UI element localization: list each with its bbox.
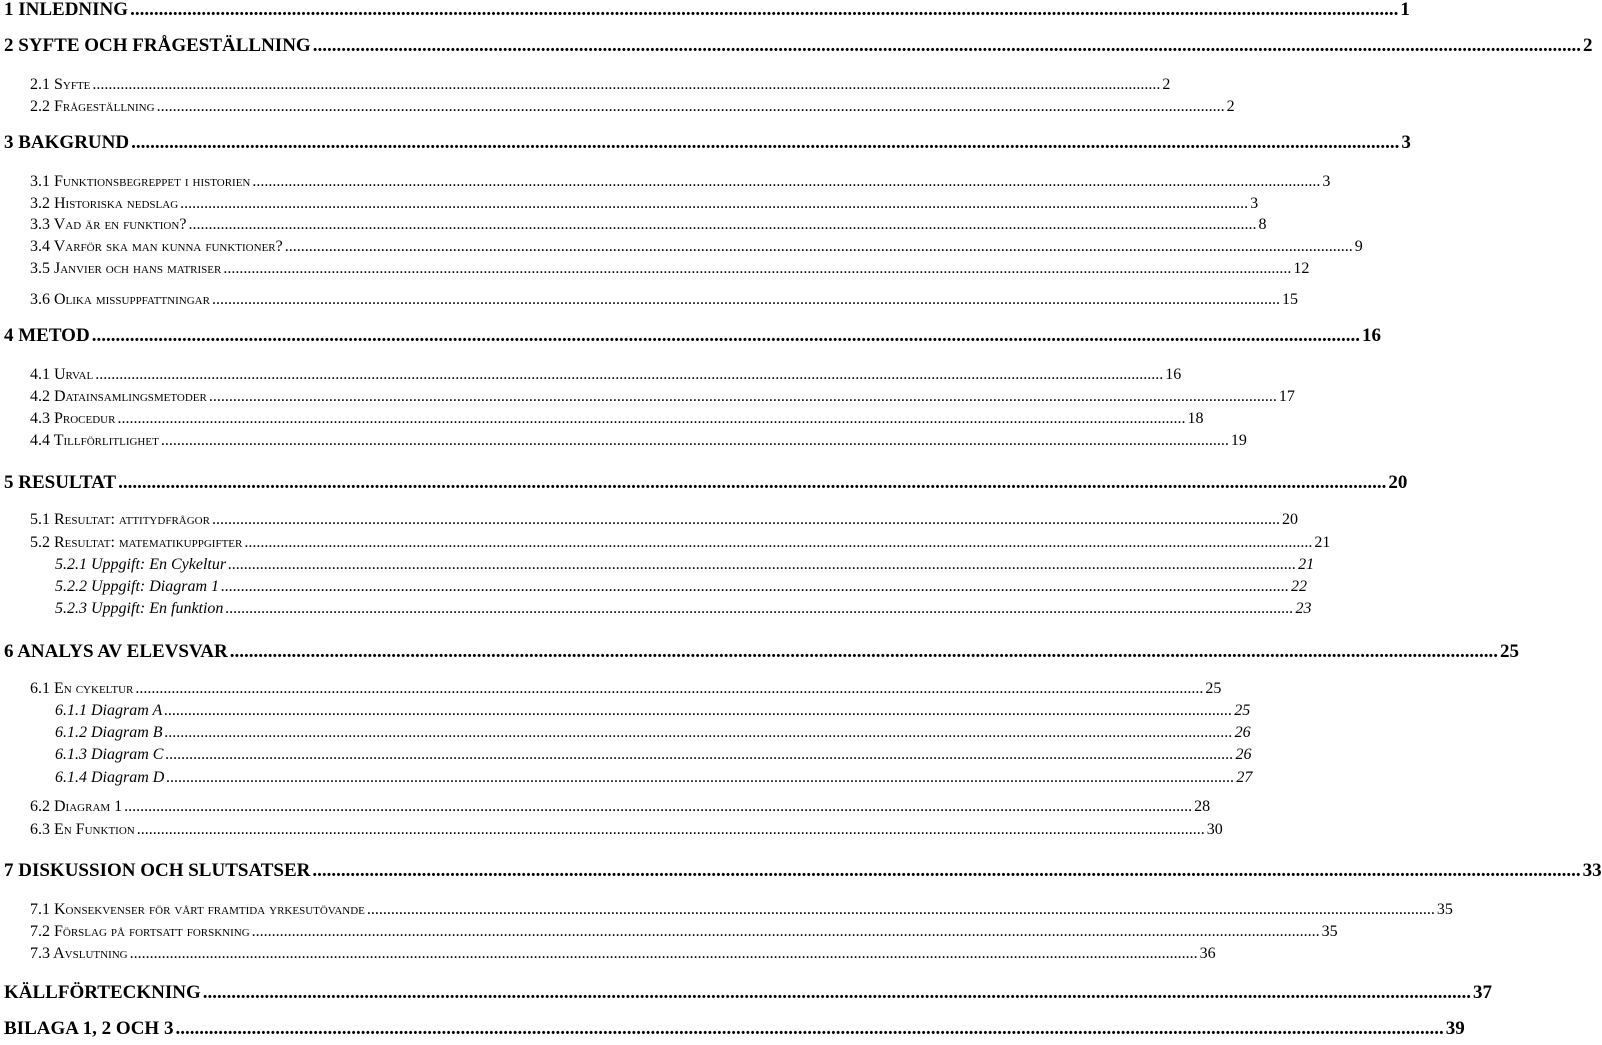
dot-leader	[130, 946, 1198, 962]
toc-entry-page-number: 33	[1582, 860, 1602, 881]
toc-entry-level-2[interactable]	[0, 680, 1222, 697]
toc-entry-page-number: 9	[1354, 238, 1363, 255]
toc-entry-title	[30, 946, 128, 962]
toc-entry-number: 4	[4, 325, 14, 346]
toc-entry-number: 4.2	[30, 388, 50, 405]
toc-entry-title	[30, 799, 122, 815]
toc-entry-text: Förslag på fortsatt forskning	[54, 923, 250, 940]
toc-entry-level-1[interactable]	[0, 982, 1492, 1003]
toc-entry-level-1[interactable]	[0, 472, 1408, 493]
toc-entry-text: INLEDNING	[18, 0, 129, 20]
toc-entry-level-2[interactable]	[0, 195, 1259, 212]
toc-entry-title	[55, 557, 226, 573]
toc-entry-title	[30, 411, 115, 427]
toc-entry-level-2[interactable]	[0, 260, 1310, 277]
dot-leader	[225, 601, 1293, 617]
toc-entry-title	[55, 770, 164, 786]
toc-entry-level-2[interactable]	[0, 945, 1216, 962]
toc-entry-number: 6.1.4	[55, 769, 87, 786]
dot-leader	[285, 239, 1353, 255]
toc-entry-level-2[interactable]	[0, 821, 1223, 838]
toc-entry-number: 5.1	[30, 511, 50, 528]
toc-entry-level-1[interactable]	[0, 35, 1593, 56]
toc-entry-page-number: 26	[1235, 746, 1252, 763]
toc-entry-title	[4, 0, 128, 19]
toc-entry-title	[30, 217, 186, 233]
toc-entry-text: En Funktion	[54, 821, 135, 838]
toc-entry-level-2[interactable]	[0, 216, 1267, 233]
toc-entry-number: 7.3	[30, 945, 50, 962]
toc-entry-text: Procedur	[54, 410, 116, 427]
toc-entry-number: 4.4	[30, 432, 50, 449]
dot-leader	[228, 557, 1296, 573]
toc-entry-level-2[interactable]	[0, 534, 1331, 551]
toc-entry-title	[30, 389, 207, 405]
toc-entry-page-number: 25	[1205, 680, 1222, 697]
toc-entry-page-number: 8	[1258, 216, 1267, 233]
dot-leader	[230, 642, 1498, 661]
dot-leader	[166, 770, 1234, 786]
dot-leader	[165, 725, 1233, 741]
toc-entry-number: 5.2.1	[55, 556, 87, 573]
toc-entry-level-1[interactable]	[0, 325, 1381, 346]
toc-entry-title	[55, 579, 219, 595]
toc-entry-text: KÄLLFÖRTECKNING	[4, 982, 201, 1003]
toc-entry-level-1[interactable]	[0, 641, 1519, 662]
toc-entry-title	[55, 747, 163, 763]
toc-entry-level-2[interactable]	[0, 238, 1363, 255]
toc-entry-page-number: 2	[1582, 35, 1593, 56]
toc-entry-page-number: 22	[1291, 578, 1307, 595]
toc-entry-number: 2.2	[30, 98, 50, 115]
toc-entry-title	[30, 261, 221, 277]
toc-entry-number: 3.4	[30, 238, 50, 255]
toc-entry-text: Olika missuppfattningar	[54, 291, 210, 308]
toc-entry-title	[4, 133, 129, 152]
dot-leader	[188, 217, 1256, 233]
toc-entry-page-number: 30	[1206, 821, 1223, 838]
toc-entry-level-3[interactable]	[0, 724, 1251, 741]
toc-entry-text: Varför ska man kunna funktioner?	[53, 238, 283, 255]
toc-entry-text: Diagram B	[91, 724, 163, 741]
toc-entry-page-number: 2	[1162, 76, 1171, 93]
toc-entry-text: Historiska nedslag	[54, 195, 179, 212]
toc-entry-page-number: 3	[1250, 195, 1259, 212]
dot-leader	[252, 924, 1320, 940]
toc-entry-number: 5.2.3	[55, 600, 87, 617]
dot-leader	[135, 681, 1203, 697]
toc-entry-level-2[interactable]	[0, 410, 1204, 427]
toc-entry-page-number: 25	[1234, 702, 1251, 719]
dot-leader	[164, 703, 1232, 719]
toc-entry-text: ANALYS AV ELEVSVAR	[17, 641, 228, 662]
toc-entry-title	[30, 535, 242, 551]
toc-entry-page-number: 35	[1321, 923, 1338, 940]
dot-leader	[92, 326, 1360, 345]
toc-entry-page-number: 26	[1234, 724, 1251, 741]
dot-leader	[313, 36, 1581, 55]
toc-entry-title	[30, 924, 250, 940]
toc-entry-text: DISKUSSION OCH SLUTSATSER	[18, 860, 311, 881]
toc-entry-page-number: 16	[1361, 325, 1381, 346]
toc-entry-level-3[interactable]	[0, 556, 1315, 573]
dot-leader	[223, 261, 1291, 277]
dot-leader	[175, 1019, 1443, 1038]
toc-entry-level-2[interactable]	[0, 798, 1211, 815]
toc-entry-page-number: 28	[1194, 798, 1211, 815]
toc-entry-title	[30, 367, 93, 383]
toc-entry-level-1[interactable]	[0, 0, 1410, 20]
toc-entry-page-number: 1	[1400, 0, 1410, 20]
toc-entry-text: Diagram C	[91, 746, 164, 763]
toc-entry-text: BAKGRUND	[18, 132, 130, 153]
toc-entry-page-number: 21	[1314, 534, 1331, 551]
toc-entry-level-3[interactable]	[0, 746, 1252, 763]
toc-entry-level-1[interactable]	[0, 1018, 1465, 1039]
toc-entry-number: 6.1.2	[55, 724, 87, 741]
toc-entry-text: Syfte	[54, 76, 91, 93]
toc-entry-level-3[interactable]	[0, 702, 1251, 719]
toc-entry-page-number: 15	[1281, 291, 1298, 308]
toc-entry-level-2[interactable]	[0, 923, 1338, 940]
toc-entry-page-number: 20	[1281, 511, 1298, 528]
dot-leader	[118, 473, 1386, 492]
toc-entry-number: 6.3	[30, 821, 50, 838]
toc-entry-title	[30, 174, 250, 190]
toc-entry-number: 6.2	[30, 798, 50, 815]
toc-entry-text: Janvier och hans matriser	[54, 260, 222, 277]
toc-entry-number: 5	[4, 472, 14, 493]
toc-entry-page-number: 36	[1199, 945, 1216, 962]
toc-entry-title	[30, 512, 210, 528]
toc-entry-number: 3.1	[30, 173, 50, 190]
toc-entry-number: 3	[4, 132, 14, 153]
toc-entry-title	[30, 292, 210, 308]
toc-entry-page-number: 2	[1226, 98, 1235, 115]
dot-leader	[131, 133, 1399, 152]
toc-entry-text: Uppgift: En Cykeltur	[91, 556, 227, 573]
toc-entry-text: BILAGA 1, 2 OCH 3	[4, 1018, 174, 1039]
toc-entry-level-2[interactable]	[0, 432, 1247, 449]
toc-entry-number: 3.2	[30, 195, 50, 212]
toc-entry-page-number: 21	[1298, 556, 1315, 573]
toc-entry-text: Konsekvenser för vårt framtida yrkesutövande	[54, 901, 365, 918]
toc-entry-page-number: 35	[1436, 901, 1453, 918]
toc-entry-number: 3.6	[30, 291, 50, 308]
toc-entry-page-number: 17	[1278, 388, 1295, 405]
dot-leader	[212, 292, 1280, 308]
toc-entry-number: 7.1	[30, 901, 50, 918]
toc-entry-text: Diagram D	[91, 769, 165, 786]
toc-entry-page-number: 19	[1230, 432, 1247, 449]
toc-entry-text: Uppgift: Diagram 1	[91, 578, 219, 595]
toc-entry-number: 3.5	[30, 260, 50, 277]
toc-entry-text: Avslutning	[53, 945, 128, 962]
toc-entry-text: Datainsamlingsmetoder	[54, 388, 207, 405]
toc-entry-title	[55, 703, 162, 719]
dot-leader	[165, 747, 1233, 763]
toc-entry-level-2[interactable]	[0, 901, 1453, 918]
toc-entry-level-3[interactable]	[0, 600, 1312, 617]
dot-leader	[161, 433, 1229, 449]
toc-entry-page-number: 20	[1388, 472, 1408, 493]
toc-entry-text: Vad är en funktion?	[53, 216, 187, 233]
toc-entry-title	[4, 473, 116, 492]
dot-leader	[180, 196, 1248, 212]
toc-entry-level-2[interactable]	[0, 511, 1298, 528]
toc-entry-number: 6.1	[30, 680, 50, 697]
toc-entry-title	[55, 601, 223, 617]
toc-entry-number: 6	[4, 641, 14, 662]
toc-entry-title	[30, 433, 159, 449]
dot-leader	[244, 535, 1312, 551]
toc-entry-text: Resultat: matematikuppgifter	[54, 534, 243, 551]
toc-entry-number: 4.3	[30, 410, 50, 427]
toc-entry-page-number: 27	[1236, 769, 1253, 786]
dot-leader	[252, 174, 1320, 190]
toc-entry-page-number: 18	[1187, 410, 1204, 427]
dot-leader	[92, 77, 1160, 93]
dot-leader	[212, 512, 1280, 528]
dot-leader	[130, 0, 1398, 19]
dot-leader	[157, 99, 1225, 115]
toc-entry-title	[4, 983, 201, 1002]
toc-entry-level-2[interactable]	[0, 291, 1298, 308]
toc-entry-text: RESULTAT	[18, 472, 117, 493]
dot-leader	[117, 411, 1185, 427]
toc-entry-level-2[interactable]	[0, 98, 1235, 115]
toc-entry-title	[4, 36, 311, 55]
toc-entry-title	[4, 861, 310, 880]
dot-leader	[312, 861, 1580, 880]
toc-entry-number: 5.2.2	[55, 578, 87, 595]
toc-entry-text: En cykeltur	[54, 680, 134, 697]
toc-entry-text: Diagram A	[91, 702, 163, 719]
dot-leader	[203, 983, 1471, 1002]
dot-leader	[137, 822, 1205, 838]
toc-entry-number: 7	[4, 860, 14, 881]
toc-entry-text: Funktionsbegreppet i historien	[54, 173, 251, 190]
toc-entry-number: 6.1.1	[55, 702, 87, 719]
toc-entry-number: 2	[4, 35, 14, 56]
toc-entry-page-number: 23	[1295, 600, 1312, 617]
toc-entry-title	[30, 77, 90, 93]
toc-entry-level-1[interactable]	[0, 860, 1602, 881]
toc-entry-title	[30, 822, 135, 838]
dot-leader	[124, 799, 1192, 815]
toc-entry-text: Resultat: attitydfrågor	[54, 511, 210, 528]
toc-entry-text: Tillförlitlighet	[53, 432, 159, 449]
toc-entry-page-number: 16	[1165, 366, 1182, 383]
dot-leader	[221, 579, 1289, 595]
toc-entry-page-number: 37	[1473, 982, 1492, 1003]
toc-entry-number: 6.1.3	[55, 746, 87, 763]
toc-entry-title	[30, 196, 178, 212]
toc-entry-title	[4, 642, 228, 661]
toc-entry-text: METOD	[18, 325, 90, 346]
dot-leader	[367, 902, 1435, 918]
toc-entry-level-1[interactable]	[0, 132, 1411, 153]
toc-entry-title	[30, 99, 155, 115]
toc-entry-page-number: 39	[1445, 1018, 1465, 1039]
toc-entry-number: 7.2	[30, 923, 50, 940]
toc-entry-number: 5.2	[30, 534, 50, 551]
toc-entry-text: Diagram 1	[54, 798, 123, 815]
toc-entry-text: Urval	[54, 366, 94, 383]
toc-entry-text: Frågeställning	[54, 98, 155, 115]
toc-entry-title	[55, 725, 163, 741]
toc-entry-text: Uppgift: En funktion	[91, 600, 224, 617]
toc-entry-title	[30, 902, 365, 918]
toc-entry-number: 4.1	[30, 366, 50, 383]
toc-entry-title	[30, 239, 283, 255]
dot-leader	[209, 389, 1277, 405]
dot-leader	[95, 367, 1163, 383]
toc-entry-level-2[interactable]	[0, 366, 1182, 383]
toc-entry-level-2[interactable]	[0, 388, 1295, 405]
toc-entry-page-number: 25	[1499, 641, 1519, 662]
toc-entry-text: SYFTE OCH FRÅGESTÄLLNING	[18, 35, 311, 56]
toc-entry-page-number: 3	[1322, 173, 1331, 190]
toc-entry-level-3[interactable]	[0, 578, 1307, 595]
toc-entry-title	[4, 1019, 173, 1038]
toc-entry-page-number: 12	[1293, 260, 1310, 277]
toc-entry-level-2[interactable]	[0, 173, 1331, 190]
toc-entry-level-3[interactable]	[0, 769, 1253, 786]
toc-entry-number: 2.1	[30, 76, 50, 93]
toc-entry-number: 3.3	[30, 216, 50, 233]
toc-entry-level-2[interactable]	[0, 76, 1171, 93]
toc-entry-page-number: 3	[1401, 132, 1411, 153]
toc-entry-number: 1	[4, 0, 14, 20]
toc-entry-title	[4, 326, 90, 345]
toc-entry-title	[30, 681, 133, 697]
